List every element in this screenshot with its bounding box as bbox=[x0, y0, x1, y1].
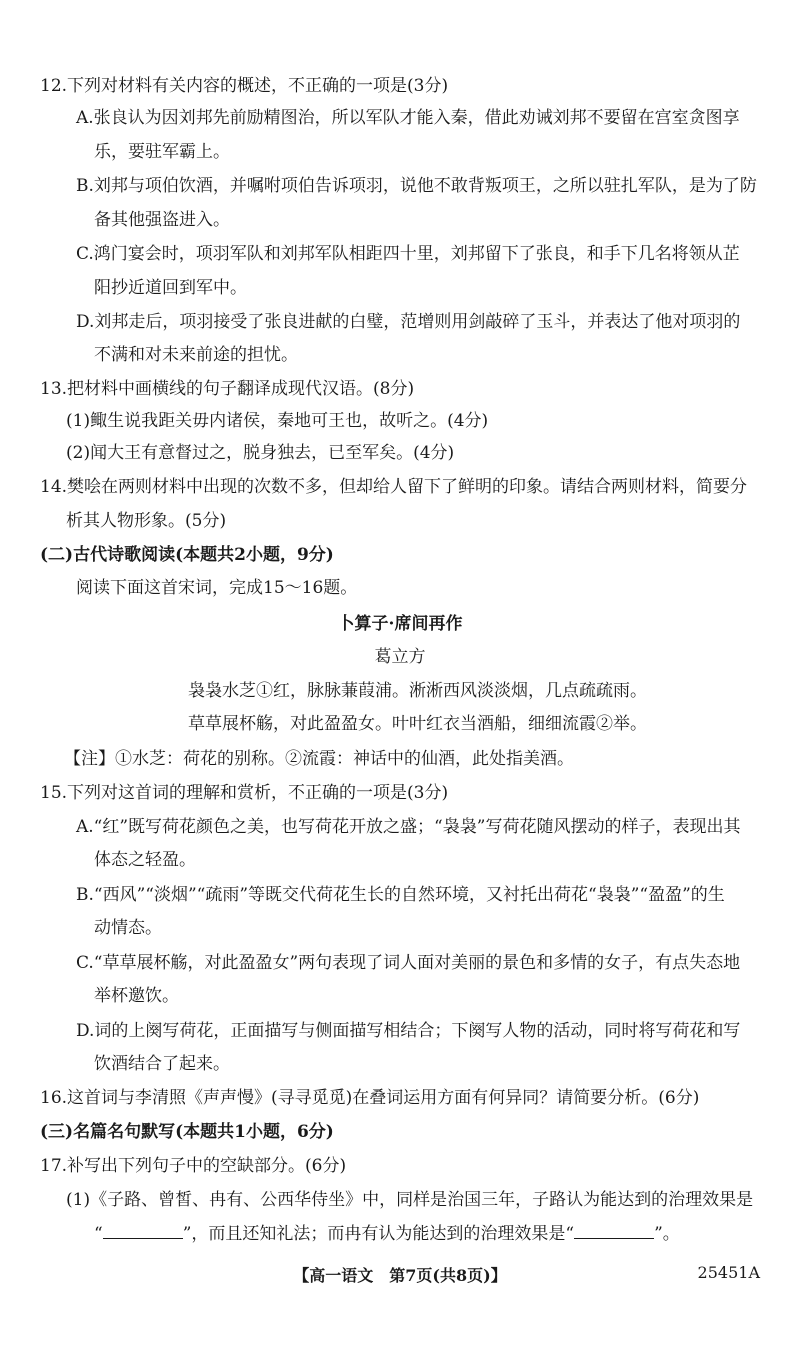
section2-intro: 阅读下面这首宋词，完成15～16题。 bbox=[76, 578, 358, 598]
q15-option-a-line1: A.“红”既写荷花颜色之美，也写荷花开放之盛；“袅袅”写荷花随风摆动的样子，表现出其 bbox=[76, 817, 741, 837]
section2-heading: (二)古代诗歌阅读(本题共2小题，9分) bbox=[40, 545, 334, 565]
q15-option-a-line2: 体态之轻盈。 bbox=[94, 850, 196, 870]
q12-option-b-line2: 备其他强盗进入。 bbox=[94, 210, 230, 230]
poem-author: 葛立方 bbox=[374, 647, 426, 667]
q15-option-d-line2: 饮酒结合了起来。 bbox=[94, 1054, 230, 1074]
q15-option-c-line1: C.“草草展杯觞，对此盈盈女”两句表现了词人面对美丽的景色和多情的女子，有点失态地 bbox=[76, 953, 741, 973]
poem-title: 卜算子·席间再作 bbox=[337, 614, 463, 634]
footer-page-label: 【高一语文 第7页(共8页)】 bbox=[293, 1266, 507, 1285]
q17-close-quote: ”。 bbox=[654, 1224, 680, 1244]
answer-blank-2[interactable] bbox=[574, 1224, 654, 1239]
q15-stem: 15.下列对这首词的理解和赏析，不正确的一项是(3分) bbox=[40, 783, 449, 803]
q17-stem: 17.补写出下列句子中的空缺部分。(6分) bbox=[40, 1156, 347, 1176]
poem-line-1: 袅袅水芝①红，脉脉蒹葭浦。淅淅西风淡淡烟，几点疏疏雨。 bbox=[188, 681, 647, 701]
q12-option-c-line1: C.鸿门宴会时，项羽军队和刘邦军队相距四十里，刘邦留下了张良，和手下几名将领从芷 bbox=[76, 244, 740, 264]
q14-line1: 14.樊哙在两则材料中出现的次数不多，但却给人留下了鲜明的印象。请结合两则材料，简要分 bbox=[40, 477, 748, 497]
q12-stem: 12.下列对材料有关内容的概述，不正确的一项是(3分) bbox=[40, 76, 449, 96]
q12-option-d-line2: 不满和对未来前途的担忧。 bbox=[94, 345, 298, 365]
q15-option-b-line2: 动情态。 bbox=[94, 918, 162, 938]
q16-stem: 16.这首词与李清照《声声慢》(寻寻觅觅)在叠词运用方面有何异同？请简要分析。(6分) bbox=[40, 1088, 700, 1108]
q13-stem: 13.把材料中画横线的句子翻译成现代汉语。(8分) bbox=[40, 379, 415, 399]
q12-option-b-line1: B.刘邦与项伯饮酒，并嘱咐项伯告诉项羽，说他不敢背叛项王，之所以驻扎军队，是为了防 bbox=[76, 176, 757, 196]
q15-option-b-line1: B.“西风”“淡烟”“疏雨”等既交代荷花生长的自然环境，又衬托出荷花“袅袅”“盈盈”的生 bbox=[76, 885, 725, 905]
section3-heading: (三)名篇名句默写(本题共1小题，6分) bbox=[40, 1122, 334, 1142]
q17-open-quote: “ bbox=[94, 1224, 103, 1244]
q14-line2: 析其人物形象。(5分) bbox=[66, 511, 227, 531]
footer-code: 25451A bbox=[697, 1263, 760, 1282]
q17-mid-text: ”，而且还知礼法；而冉有认为能达到的治理效果是“ bbox=[182, 1224, 575, 1244]
q17-line1: (1)《子路、曾皙、冉有、公西华侍坐》中，同样是治国三年，子路认为能达到的治理效果是 bbox=[66, 1190, 754, 1210]
q12-option-c-line2: 阳抄近道回到军中。 bbox=[94, 278, 247, 298]
q13-sentence-2: (2)闻大王有意督过之，脱身独去，已至军矣。(4分) bbox=[66, 443, 455, 463]
poem-line-2: 草草展杯觞，对此盈盈女。叶叶红衣当酒船，细细流霞②举。 bbox=[188, 714, 647, 734]
answer-blank-1[interactable] bbox=[103, 1224, 183, 1239]
q12-option-a-line2: 乐，要驻军霸上。 bbox=[94, 142, 230, 162]
q15-option-d-line1: D.词的上阕写荷花，正面描写与侧面描写相结合；下阕写人物的活动，同时将写荷花和写 bbox=[76, 1021, 741, 1041]
q17-line2 bbox=[94, 1223, 680, 1245]
q15-option-c-line2: 举杯邀饮。 bbox=[94, 986, 179, 1006]
poem-note: 【注】①水芝：荷花的别称。②流霞：神话中的仙酒，此处指美酒。 bbox=[64, 749, 574, 769]
q12-option-a-line1: A.张良认为因刘邦先前励精图治，所以军队才能入秦，借此劝诫刘邦不要留在宫室贪图享 bbox=[76, 108, 740, 128]
q13-sentence-1: (1)鲰生说我距关毋内诸侯，秦地可王也，故听之。(4分) bbox=[66, 411, 489, 431]
q12-option-d-line1: D.刘邦走后，项羽接受了张良进献的白璧，范增则用剑敲碎了玉斗，并表达了他对项羽的 bbox=[76, 312, 741, 332]
